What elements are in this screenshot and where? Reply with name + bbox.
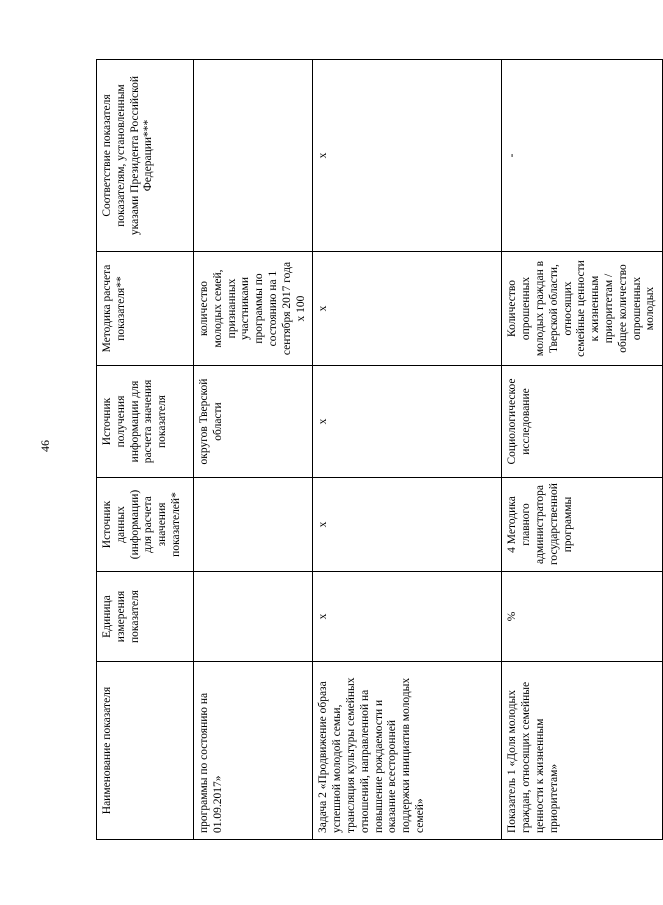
indicators-table <box>96 59 663 840</box>
header-method: Методика расчета показателя** <box>97 252 194 366</box>
header-indicator-name: Наименование показателя <box>97 662 194 840</box>
cell-info-source: Социологическое исследование <box>502 366 663 478</box>
table-row <box>313 60 502 840</box>
cell-indicator-name: Показатель 1 «Доля молодых граждан, относящих семейные ценности к жизненным приоритетам» <box>502 662 663 840</box>
cell-method: количество молодых семей, признанных участниками программы по состоянию на 1 сентября 2017 года х 100 <box>194 252 313 366</box>
cell-compliance <box>194 60 313 252</box>
cell-data-source: х <box>313 478 502 572</box>
cell-unit <box>194 572 313 662</box>
cell-data-source <box>194 478 313 572</box>
table-row <box>502 60 663 840</box>
cell-info-source: округов Тверской области <box>194 366 313 478</box>
rotated-table-container <box>96 60 657 840</box>
cell-compliance: х <box>313 60 502 252</box>
cell-compliance: - <box>502 60 663 252</box>
header-compliance: Соответствие показателя показателям, установленным указами Президента Российской Федерации*** <box>97 60 194 252</box>
cell-unit: х <box>313 572 502 662</box>
cell-unit: % <box>502 572 663 662</box>
cell-data-source: 4 Методика главного администратора государственной программы <box>502 478 663 572</box>
cell-method: Количество опрошенных молодых граждан в Тверской области, относящих семейные ценности к жизненным приоритетам / общее количество опрошенных молодых <box>502 252 663 366</box>
cell-indicator-name: программы по состоянию на 01.09.2017» <box>194 662 313 840</box>
table-row <box>194 60 313 840</box>
cell-info-source: х <box>313 366 502 478</box>
cell-indicator-name: Задача 2 «Продвижение образа успешной молодой семьи, трансляция культуры семейных отношений, направленной на повышение рождаемости и оказание всесторонней поддержки инициатив молодых семей» <box>313 662 502 840</box>
cell-method: х <box>313 252 502 366</box>
page-number: 46 <box>38 440 52 452</box>
header-info-source: Источник получения информации для расчета значения показателя <box>97 366 194 478</box>
table-header-row <box>97 60 194 840</box>
header-unit: Единица измерения показателя <box>97 572 194 662</box>
header-data-source: Источник данных (информации) для расчета значения показателей* <box>97 478 194 572</box>
